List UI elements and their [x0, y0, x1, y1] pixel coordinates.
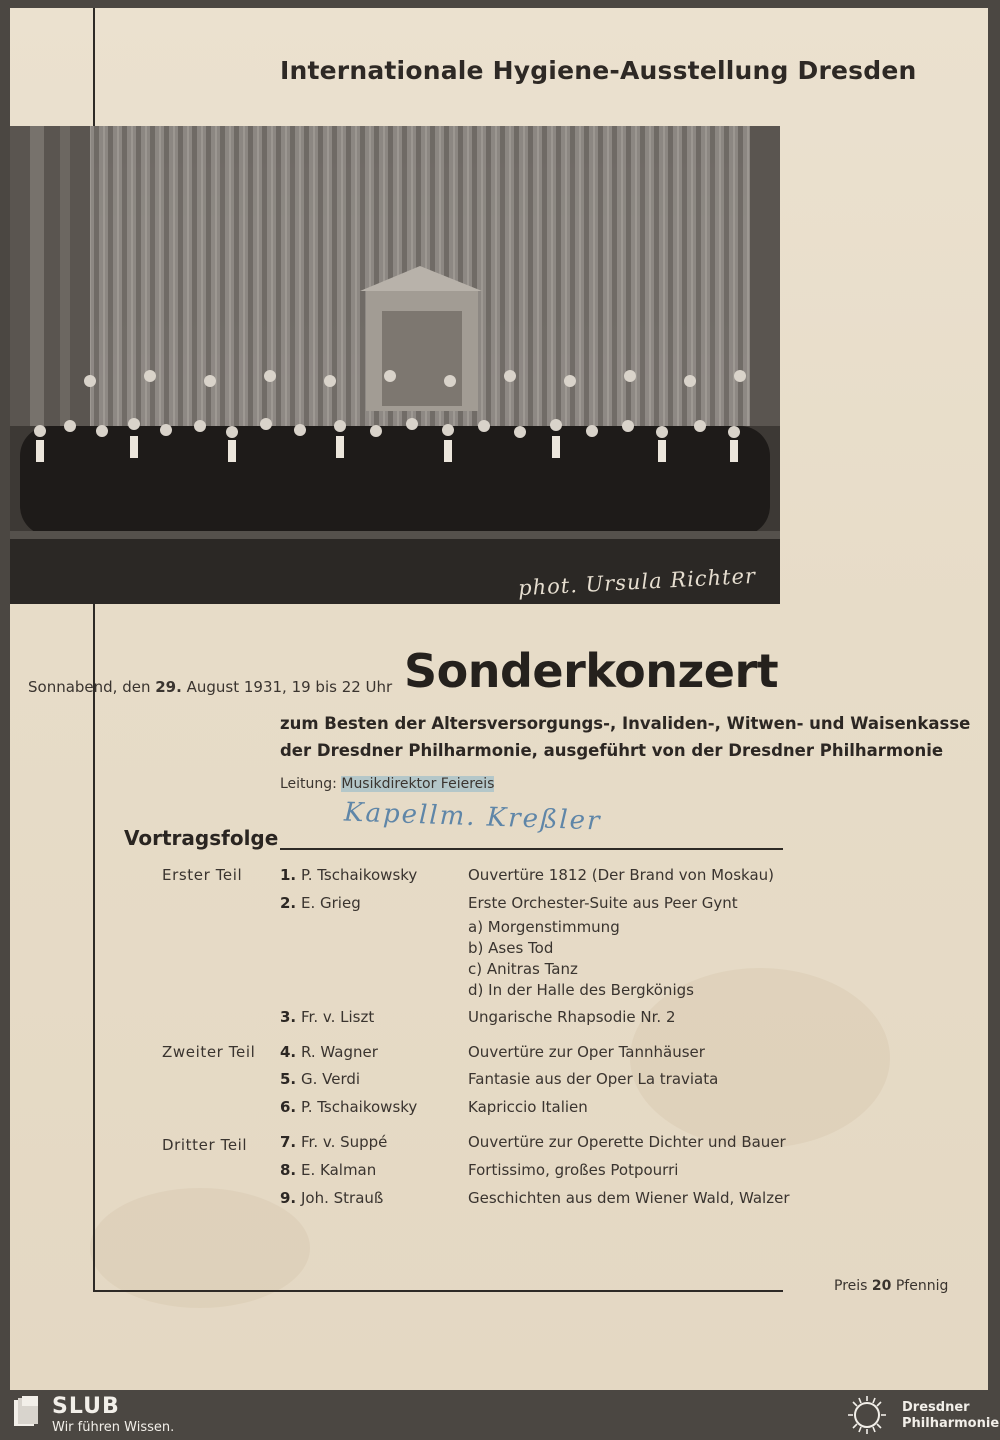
- library-tagline: Wir führen Wissen.: [52, 1420, 175, 1435]
- item-work: Geschichten aus dem Wiener Wald, Walzer: [468, 1189, 790, 1207]
- item-composer: Joh. Strauß: [301, 1189, 384, 1207]
- item-number: 6.: [280, 1098, 297, 1116]
- partner-name-line1: Dresdner: [902, 1400, 970, 1415]
- item-number: 9.: [280, 1189, 297, 1207]
- slub-logo-icon: [12, 1396, 42, 1428]
- program-heading: Vortragsfolge: [124, 826, 279, 850]
- price-amount: 20: [871, 1278, 892, 1294]
- item-work: Erste Orchester-Suite aus Peer Gynt: [468, 894, 738, 912]
- part-label-1: Erster Teil: [162, 866, 243, 884]
- item-work: Fantasie aus der Oper La traviata: [468, 1070, 719, 1088]
- item-work: Ungarische Rhapsodie Nr. 2: [468, 1008, 676, 1026]
- price-label: [834, 1278, 948, 1294]
- item-number: 2.: [280, 894, 297, 912]
- item-number: 3.: [280, 1008, 297, 1026]
- exhibition-heading: Internationale Hygiene-Ausstellung Dresden: [280, 56, 917, 85]
- item-number: 5.: [280, 1070, 297, 1088]
- item-work: Ouvertüre zur Oper Tannhäuser: [468, 1043, 705, 1061]
- program-sheet: [10, 8, 988, 1390]
- event-day: 29.: [155, 678, 182, 696]
- item-work: Ouvertüre 1812 (Der Brand von Moskau): [468, 866, 774, 884]
- item-number: 8.: [280, 1161, 297, 1179]
- item-composer: E. Grieg: [301, 894, 361, 912]
- item-number: 7.: [280, 1133, 297, 1151]
- library-name: SLUB: [52, 1394, 120, 1419]
- item-movement: a) Morgenstimmung: [468, 918, 620, 936]
- item-composer: R. Wagner: [301, 1043, 378, 1061]
- concert-title: Sonderkonzert: [404, 644, 779, 698]
- price-suffix: Pfennig: [891, 1278, 949, 1294]
- item-movement: c) Anitras Tanz: [468, 960, 578, 978]
- price-prefix: Preis: [834, 1278, 872, 1294]
- item-work: Ouvertüre zur Operette Dichter und Bauer: [468, 1133, 786, 1151]
- item-composer: G. Verdi: [301, 1070, 361, 1088]
- photographer-signature: phot. Ursula Richter: [517, 563, 757, 601]
- partner-name-line2: Philharmonie: [902, 1416, 1000, 1431]
- part-label-2: Zweiter Teil: [162, 1043, 256, 1061]
- footer-bar: [0, 1390, 1000, 1440]
- concert-subtitle-1: zum Besten der Altersversorgungs-, Invaliden-, Witwen- und Waisenkasse: [280, 714, 971, 733]
- program-list: [10, 8, 988, 1390]
- concert-subtitle-2: der Dresdner Philharmonie, ausgeführt von der Dresdner Philharmonie: [280, 741, 944, 760]
- item-composer: Fr. v. Suppé: [301, 1133, 388, 1151]
- item-work: Kapriccio Italien: [468, 1098, 588, 1116]
- conductor-label: Leitung:: [280, 776, 342, 792]
- item-composer: P. Tschaikowsky: [301, 866, 418, 884]
- item-composer: Fr. v. Liszt: [301, 1008, 375, 1026]
- event-date-suffix: August 1931, 19 bis 22 Uhr: [181, 678, 393, 696]
- item-movement: b) Ases Tod: [468, 939, 554, 957]
- item-number: 4.: [280, 1043, 297, 1061]
- handwritten-note: Kapellm. Kreßler: [343, 797, 602, 837]
- item-number: 1.: [280, 866, 297, 884]
- item-movement: d) In der Halle des Bergkönigs: [468, 981, 694, 999]
- philharmonie-logo-icon: [840, 1394, 894, 1436]
- item-composer: E. Kalman: [301, 1161, 377, 1179]
- conductor-name: Musikdirektor Feiereis: [341, 776, 495, 792]
- part-label-3: Dritter Teil: [162, 1136, 248, 1154]
- item-composer: P. Tschaikowsky: [301, 1098, 418, 1116]
- event-date-prefix: Sonnabend, den: [28, 678, 156, 696]
- item-work: Fortissimo, großes Potpourri: [468, 1161, 679, 1179]
